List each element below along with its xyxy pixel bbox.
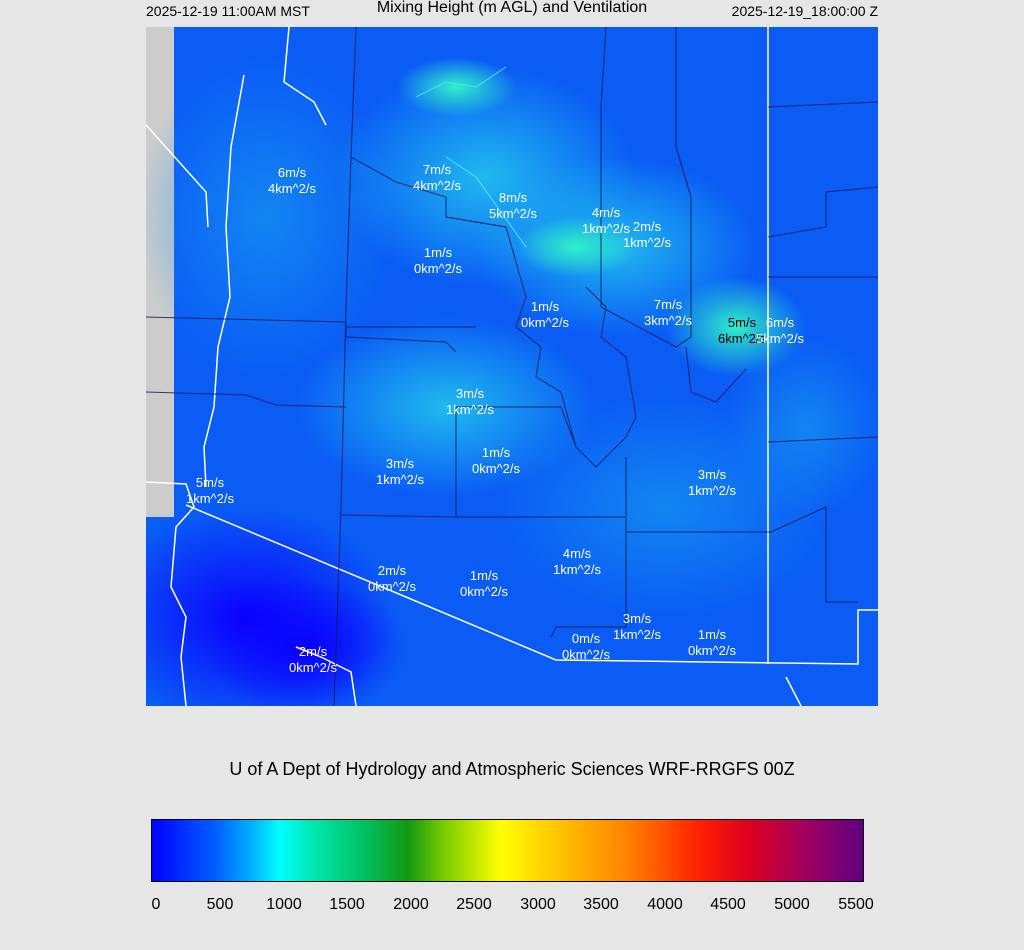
wind-ventilation-label <box>756 315 804 347</box>
colorbar-tick-label: 2000 <box>393 896 429 913</box>
ventilation-text: 0km^2/s <box>520 315 570 330</box>
wind-ventilation-label <box>521 299 569 331</box>
wind-speed-text: 2m/s <box>377 563 407 578</box>
ventilation-text: 0km^2/s <box>687 643 737 658</box>
map-title: Mixing Height (m AGL) and Ventilation <box>376 0 648 16</box>
wind-speed-text: 1m/s <box>469 568 499 583</box>
colorbar-tick-label: 4500 <box>710 896 746 913</box>
wind-speed-text: 4m/s <box>591 205 621 220</box>
ventilation-text: 0km^2/s <box>288 660 338 675</box>
wind-speed-text: 3m/s <box>622 611 652 626</box>
wind-speed-text: 6m/s <box>765 315 795 330</box>
wind-ventilation-label <box>446 386 494 418</box>
ventilation-text: 1km^2/s <box>687 483 737 498</box>
ventilation-text: 0km^2/s <box>459 584 509 599</box>
colorbar-tick-label: 1000 <box>266 896 302 913</box>
colorbar <box>151 819 864 882</box>
wind-ventilation-label <box>368 563 416 595</box>
wind-ventilation-label <box>289 644 337 676</box>
local-time-label: 2025-12-19 11:00AM MST <box>146 3 310 19</box>
ventilation-text: 1km^2/s <box>552 562 602 577</box>
wind-speed-text: 4m/s <box>562 546 592 561</box>
wind-ventilation-label <box>613 611 661 643</box>
colorbar-tick-label: 3000 <box>520 896 556 913</box>
wind-speed-text: 3m/s <box>385 456 415 471</box>
ventilation-text: 6km^2/s <box>717 331 767 346</box>
ventilation-text: 4km^2/s <box>412 178 462 193</box>
mixing-height-map <box>146 27 878 706</box>
wind-speed-text: 6m/s <box>277 165 307 180</box>
credit-line: U of A Dept of Hydrology and Atmospheric Sciences WRF-RRGFS 00Z <box>229 759 795 779</box>
wind-ventilation-label <box>472 445 520 477</box>
colorbar-tick-label: 0 <box>151 896 161 913</box>
colorbar-tick-label: 5500 <box>838 896 874 913</box>
ventilation-text: 0km^2/s <box>471 461 521 476</box>
colorbar-tick-label: 3500 <box>583 896 619 913</box>
ventilation-text: 3km^2/s <box>643 313 693 328</box>
wind-ventilation-label <box>688 467 736 499</box>
wind-ventilation-label <box>489 190 537 222</box>
colorbar-tick-label: 4000 <box>647 896 683 913</box>
ventilation-text: 1km^2/s <box>445 402 495 417</box>
map-field <box>146 27 878 706</box>
wind-speed-text: 7m/s <box>653 297 683 312</box>
ventilation-text: 0km^2/s <box>413 261 463 276</box>
wind-speed-text: 3m/s <box>697 467 727 482</box>
ventilation-text: 1km^2/s <box>185 491 235 506</box>
wind-speed-text: 8m/s <box>498 190 528 205</box>
wind-speed-text: 2m/s <box>632 219 662 234</box>
wind-speed-text: 0m/s <box>571 631 601 646</box>
colorbar-tick-label: 2500 <box>456 896 492 913</box>
wind-speed-text: 2m/s <box>298 644 328 659</box>
wind-ventilation-label <box>553 546 601 578</box>
ventilation-text: 5km^2/s <box>755 331 805 346</box>
colorbar-tick-label: 1500 <box>329 896 365 913</box>
wind-ventilation-label <box>562 631 610 663</box>
ventilation-text: 0km^2/s <box>561 647 611 662</box>
wind-ventilation-label <box>644 297 692 329</box>
ventilation-text: 1km^2/s <box>375 472 425 487</box>
wind-speed-text: 3m/s <box>455 386 485 401</box>
wind-ventilation-label <box>268 165 316 197</box>
ventilation-text: 1km^2/s <box>622 235 672 250</box>
wind-speed-text: 7m/s <box>422 162 452 177</box>
wind-speed-text: 5m/s <box>195 475 225 490</box>
valid-time-label: 2025-12-19_18:00:00 Z <box>731 3 878 19</box>
wind-speed-text: 5m/s <box>727 315 757 330</box>
colorbar-tick-label: 5000 <box>774 896 810 913</box>
wind-ventilation-label <box>414 245 462 277</box>
wind-ventilation-label <box>688 627 736 659</box>
wind-speed-text: 1m/s <box>530 299 560 314</box>
wind-speed-text: 1m/s <box>423 245 453 260</box>
wind-ventilation-label <box>460 568 508 600</box>
wind-ventilation-label <box>376 456 424 488</box>
wind-speed-text: 1m/s <box>481 445 511 460</box>
ventilation-text: 0km^2/s <box>367 579 417 594</box>
wind-speed-text: 1m/s <box>697 627 727 642</box>
wind-ventilation-label <box>186 475 234 507</box>
ventilation-text: 5km^2/s <box>488 206 538 221</box>
colorbar-tick-label: 500 <box>206 896 234 913</box>
wind-ventilation-label <box>623 219 671 251</box>
ventilation-text: 4km^2/s <box>267 181 317 196</box>
ventilation-text: 1km^2/s <box>612 627 662 642</box>
wind-ventilation-label <box>413 162 461 194</box>
ventilation-text: 1km^2/s <box>581 221 631 236</box>
